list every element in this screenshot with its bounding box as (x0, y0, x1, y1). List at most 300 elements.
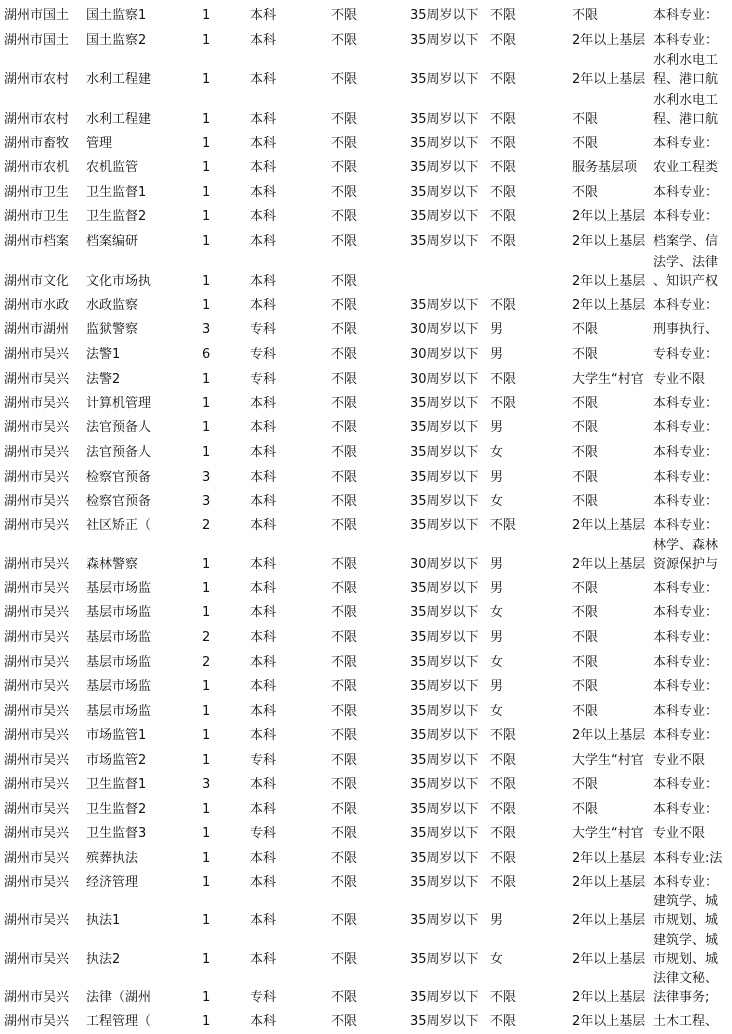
table-cell: 不限 (331, 33, 358, 48)
table-cell: 不限 (490, 8, 517, 23)
table-cell: 大学生“村官 (572, 753, 644, 768)
table-cell: 湖州市吴兴 (4, 728, 70, 743)
table-cell: 2年以上基层 (572, 875, 646, 890)
table-cell: 本科 (250, 470, 277, 485)
table-cell: 1 (202, 274, 211, 289)
table-cell: 基层市场监 (86, 581, 152, 596)
table-cell: 法警2 (86, 372, 121, 387)
table-cell: 35周岁以下 (410, 396, 479, 411)
table-cell: 不限 (331, 136, 358, 151)
table-cell: 不限 (331, 298, 358, 313)
table-cell: 检察官预备 (86, 470, 152, 485)
table-cell: 本科专业： (653, 445, 719, 460)
table-cell: 不限 (490, 990, 517, 1005)
table-cell: 2年以上基层 (572, 518, 646, 533)
table-cell: 湖州市吴兴 (4, 704, 70, 719)
table-cell: 湖州市吴兴 (4, 1014, 70, 1029)
table-cell: 1 (202, 851, 211, 866)
table-cell: 不限 (331, 728, 358, 743)
table-cell: 不限 (331, 851, 358, 866)
table-cell: 不限 (331, 396, 358, 411)
table-cell: 水利工程建 (86, 72, 152, 87)
table-cell: 不限 (331, 704, 358, 719)
table-cell: 不限 (331, 185, 358, 200)
table-cell: 大学生“村官 (572, 372, 644, 387)
table-cell: 1 (202, 728, 211, 743)
table-cell: 1 (202, 913, 211, 928)
table-cell: 1 (202, 704, 211, 719)
table-cell: 档案编研 (86, 234, 139, 249)
table-cell: 不限 (572, 802, 599, 817)
table-cell: 1 (202, 8, 211, 23)
table-cell: 1 (202, 802, 211, 817)
table-cell: 湖州市吴兴 (4, 630, 70, 645)
table-cell: 男 (490, 630, 504, 645)
table-cell: 水政监察 (86, 298, 139, 313)
table-cell: 市场监管2 (86, 753, 147, 768)
table-cell: 不限 (331, 420, 358, 435)
table-cell: 女 (490, 494, 504, 509)
table-cell: 35周岁以下 (410, 209, 479, 224)
table-cell: 35周岁以下 (410, 185, 479, 200)
table-cell: 执法2 (86, 952, 121, 967)
table-cell: 不限 (490, 185, 517, 200)
table-cell: 本科 (250, 112, 277, 127)
table-cell: 市场监管1 (86, 728, 147, 743)
table-cell: 1 (202, 420, 211, 435)
table-cell: 刑事执行、 (653, 322, 719, 337)
table-cell: 不限 (572, 655, 599, 670)
table-cell: 湖州市吴兴 (4, 420, 70, 435)
table-cell: 35周岁以下 (410, 234, 479, 249)
table-cell: 湖州市吴兴 (4, 913, 70, 928)
table-cell: 计算机管理 (86, 396, 152, 411)
table-cell: 湖州市国土 (4, 8, 70, 23)
table-cell-wrap-line: 林学、森林 (653, 538, 719, 553)
table-cell: 本科专业： (653, 728, 719, 743)
table-cell: 35周岁以下 (410, 679, 479, 694)
table-cell: 殡葬执法 (86, 851, 139, 866)
table-cell: 湖州市吴兴 (4, 470, 70, 485)
table-cell: 1 (202, 33, 211, 48)
table-cell: 35周岁以下 (410, 851, 479, 866)
table-cell: 35周岁以下 (410, 753, 479, 768)
table-cell: 本科专业： (653, 679, 719, 694)
table-cell: 不限 (331, 112, 358, 127)
table-cell: 1 (202, 990, 211, 1005)
table-cell: 基层市场监 (86, 630, 152, 645)
table-cell: 不限 (572, 494, 599, 509)
table-cell: 2年以上基层 (572, 298, 646, 313)
table-cell: 不限 (331, 372, 358, 387)
table-cell: 35周岁以下 (410, 1014, 479, 1029)
table-cell: 基层市场监 (86, 704, 152, 719)
table-cell: 35周岁以下 (410, 494, 479, 509)
table-cell: 35周岁以下 (410, 802, 479, 817)
table-cell: 本科 (250, 8, 277, 23)
table-cell: 湖州市国土 (4, 33, 70, 48)
table-cell: 卫生监督2 (86, 209, 147, 224)
table-cell: 工程管理（ (86, 1014, 152, 1029)
table-cell: 湖州市吴兴 (4, 990, 70, 1005)
table-cell: 35周岁以下 (410, 990, 479, 1005)
table-cell: 35周岁以下 (410, 160, 479, 175)
table-cell: 大学生“村官 (572, 826, 644, 841)
table-cell: 不限 (490, 298, 517, 313)
table-cell: 不限 (490, 518, 517, 533)
table-cell: 水利工程建 (86, 112, 152, 127)
table-cell: 法律（湖州 (86, 990, 152, 1005)
table-cell: 湖州市吴兴 (4, 372, 70, 387)
table-cell: 湖州市档案 (4, 234, 70, 249)
table-cell: 本科专业： (653, 802, 719, 817)
table-cell: 专科 (250, 753, 277, 768)
table-cell: 湖州市吴兴 (4, 581, 70, 596)
table-cell: 男 (490, 420, 504, 435)
table-cell: 本科专业： (653, 185, 719, 200)
table-cell: 农业工程类 (653, 160, 719, 175)
table-cell: 国土监察2 (86, 33, 147, 48)
table-cell: 30周岁以下 (410, 557, 479, 572)
table-cell: 本科专业： (653, 605, 719, 620)
table-cell: 不限 (572, 347, 599, 362)
table-cell: 本科专业： (653, 581, 719, 596)
table-cell: 本科 (250, 72, 277, 87)
table-cell: 不限 (331, 605, 358, 620)
table-cell: 卫生监督3 (86, 826, 147, 841)
table-cell-wrap-line: 建筑学、城 (653, 933, 719, 948)
table-cell: 不限 (490, 396, 517, 411)
table-cell: 基层市场监 (86, 655, 152, 670)
table-cell: 2年以上基层 (572, 209, 646, 224)
table-cell: 本科专业： (653, 494, 719, 509)
table-cell: 卫生监督1 (86, 777, 147, 792)
table-cell: 不限 (572, 112, 599, 127)
table-cell: 不限 (331, 557, 358, 572)
table-cell: 35周岁以下 (410, 112, 479, 127)
table-cell: 不限 (331, 581, 358, 596)
table-cell: 湖州市吴兴 (4, 952, 70, 967)
table-cell: 程、港口航 (653, 112, 719, 127)
table-cell: 2年以上基层 (572, 274, 646, 289)
table-cell: 2 (202, 630, 211, 645)
table-cell: 专业不限 (653, 826, 706, 841)
table-cell: 本科专业： (653, 8, 719, 23)
table-cell: 女 (490, 952, 504, 967)
table-cell: 不限 (331, 234, 358, 249)
table-cell: 1 (202, 1014, 211, 1029)
table-cell: 本科专业： (653, 33, 719, 48)
table-cell: 服务基层项 (572, 160, 638, 175)
table-cell: 1 (202, 136, 211, 151)
table-cell: 基层市场监 (86, 605, 152, 620)
table-cell-wrap-line: 建筑学、城 (653, 894, 719, 909)
table-cell: 男 (490, 581, 504, 596)
table-cell: 不限 (331, 655, 358, 670)
table-cell: 程、港口航 (653, 72, 719, 87)
table-cell: 不限 (331, 913, 358, 928)
table-cell: 不限 (490, 234, 517, 249)
table-cell: 不限 (572, 396, 599, 411)
table-cell: 1 (202, 185, 211, 200)
table-cell: 经济管理 (86, 875, 139, 890)
table-cell: 2年以上基层 (572, 913, 646, 928)
table-cell: 本科 (250, 679, 277, 694)
table-cell: 2年以上基层 (572, 72, 646, 87)
table-cell: 本科 (250, 875, 277, 890)
table-cell: 湖州市吴兴 (4, 826, 70, 841)
table-cell: 本科 (250, 851, 277, 866)
table-cell: 本科专业： (653, 396, 719, 411)
table-cell: 不限 (331, 518, 358, 533)
table-cell: 专科 (250, 372, 277, 387)
table-cell: 35周岁以下 (410, 518, 479, 533)
table-cell: 本科 (250, 518, 277, 533)
table-cell: 本科专业： (653, 298, 719, 313)
table-cell: 湖州市吴兴 (4, 347, 70, 362)
table-cell: 1 (202, 234, 211, 249)
table-cell: 3 (202, 777, 211, 792)
table-cell: 1 (202, 875, 211, 890)
table-cell-wrap-line: 水利水电工 (653, 93, 719, 108)
table-cell: 本科专业： (653, 470, 719, 485)
table-cell: 本科 (250, 274, 277, 289)
table-cell: 35周岁以下 (410, 630, 479, 645)
table-cell: 不限 (331, 160, 358, 175)
table-cell: 本科 (250, 630, 277, 645)
table-cell: 2年以上基层 (572, 851, 646, 866)
table-cell: 不限 (490, 777, 517, 792)
table-cell: 市规划、城 (653, 952, 719, 967)
table-cell: 不限 (331, 494, 358, 509)
table-cell: 6 (202, 347, 211, 362)
table-cell: 男 (490, 347, 504, 362)
table-cell: 监狱警察 (86, 322, 139, 337)
table-cell: 1 (202, 952, 211, 967)
table-cell: 不限 (572, 704, 599, 719)
table-cell: 不限 (490, 826, 517, 841)
table-cell: 不限 (490, 851, 517, 866)
table-cell: 本科 (250, 728, 277, 743)
table-cell: 湖州市卫生 (4, 185, 70, 200)
table-cell: 本科专业： (653, 777, 719, 792)
table-cell: 不限 (490, 72, 517, 87)
table-cell: 湖州市湖州 (4, 322, 70, 337)
table-cell: 3 (202, 322, 211, 337)
table-cell: 2 (202, 655, 211, 670)
table-cell: 35周岁以下 (410, 952, 479, 967)
table-cell: 本科 (250, 581, 277, 596)
table-cell: 专科 (250, 990, 277, 1005)
table-cell: 法官预备人 (86, 445, 152, 460)
table-cell: 35周岁以下 (410, 913, 479, 928)
table-cell: 不限 (490, 209, 517, 224)
table-cell: 湖州市吴兴 (4, 777, 70, 792)
table-cell: 女 (490, 655, 504, 670)
table-cell: 2年以上基层 (572, 952, 646, 967)
table-cell: 35周岁以下 (410, 136, 479, 151)
table-cell: 专业不限 (653, 753, 706, 768)
table-cell: 1 (202, 753, 211, 768)
table-cell: 35周岁以下 (410, 655, 479, 670)
table-cell: 本科 (250, 655, 277, 670)
table-cell: 本科 (250, 234, 277, 249)
table-cell: 农机监管 (86, 160, 139, 175)
table-cell: 2年以上基层 (572, 728, 646, 743)
table-cell: 本科专业： (653, 518, 719, 533)
table-cell: 2 (202, 518, 211, 533)
table-cell: 本科 (250, 160, 277, 175)
table-cell: 不限 (331, 8, 358, 23)
table-cell: 1 (202, 372, 211, 387)
table-cell: 3 (202, 494, 211, 509)
table-cell: 1 (202, 557, 211, 572)
table-cell: 本科 (250, 913, 277, 928)
table-cell: 不限 (331, 347, 358, 362)
table-cell: 本科 (250, 802, 277, 817)
table-cell: 湖州市吴兴 (4, 445, 70, 460)
table-cell: 男 (490, 679, 504, 694)
table-cell: 2年以上基层 (572, 33, 646, 48)
table-cell: 本科 (250, 185, 277, 200)
table-cell: 不限 (331, 445, 358, 460)
table-cell: 2年以上基层 (572, 990, 646, 1005)
table-cell: 不限 (490, 802, 517, 817)
table-cell: 社区矫正（ (86, 518, 152, 533)
table-cell: 女 (490, 605, 504, 620)
table-cell: 法官预备人 (86, 420, 152, 435)
table-cell: 1 (202, 445, 211, 460)
table-cell: 1 (202, 112, 211, 127)
table-cell: 本科专业： (653, 630, 719, 645)
table-cell: 不限 (490, 112, 517, 127)
table-cell: 本科 (250, 1014, 277, 1029)
table-cell: 本科 (250, 209, 277, 224)
table-cell: 不限 (331, 826, 358, 841)
table-cell: 1 (202, 679, 211, 694)
table-cell: 湖州市吴兴 (4, 753, 70, 768)
table-cell: 30周岁以下 (410, 347, 479, 362)
table-cell-wrap-line: 法学、法律 (653, 255, 719, 270)
table-cell: 湖州市吴兴 (4, 875, 70, 890)
table-cell: 、知识产权 (653, 274, 719, 289)
table-cell: 不限 (490, 1014, 517, 1029)
table-cell: 35周岁以下 (410, 777, 479, 792)
table-cell: 不限 (572, 420, 599, 435)
table-cell: 35周岁以下 (410, 470, 479, 485)
table-cell: 湖州市农机 (4, 160, 70, 175)
table-cell: 法警1 (86, 347, 121, 362)
table-cell: 1 (202, 298, 211, 313)
table-cell: 湖州市吴兴 (4, 494, 70, 509)
table-cell: 本科 (250, 136, 277, 151)
table-cell: 30周岁以下 (410, 322, 479, 337)
table-cell: 女 (490, 704, 504, 719)
table-cell: 男 (490, 470, 504, 485)
table-cell: 湖州市吴兴 (4, 557, 70, 572)
table-cell: 35周岁以下 (410, 420, 479, 435)
table-cell: 本科 (250, 298, 277, 313)
table-cell: 专科 (250, 347, 277, 362)
table-cell: 不限 (572, 777, 599, 792)
table-cell: 2年以上基层 (572, 557, 646, 572)
table-cell: 本科专业： (653, 655, 719, 670)
table-cell: 档案学、信 (653, 234, 719, 249)
table-cell: 本科 (250, 420, 277, 435)
table-cell: 湖州市文化 (4, 274, 70, 289)
table-cell: 男 (490, 322, 504, 337)
table-cell: 检察官预备 (86, 494, 152, 509)
table-cell: 不限 (490, 372, 517, 387)
table-cell: 35周岁以下 (410, 826, 479, 841)
table-cell: 35周岁以下 (410, 581, 479, 596)
table-cell: 本科 (250, 33, 277, 48)
table-cell: 本科专业:法 (653, 851, 723, 866)
table-cell: 不限 (331, 952, 358, 967)
table-cell: 土木工程、 (653, 1014, 719, 1029)
table-cell: 35周岁以下 (410, 8, 479, 23)
table-cell: 不限 (572, 630, 599, 645)
table-cell: 资源保护与 (653, 557, 719, 572)
table-cell: 不限 (331, 679, 358, 694)
table-cell: 国土监察1 (86, 8, 147, 23)
table-cell: 湖州市卫生 (4, 209, 70, 224)
table-cell: 不限 (572, 581, 599, 596)
table-cell: 不限 (490, 33, 517, 48)
table-cell: 湖州市水政 (4, 298, 70, 313)
table-cell: 35周岁以下 (410, 445, 479, 460)
table-cell: 专业不限 (653, 372, 706, 387)
table-cell: 本科 (250, 704, 277, 719)
table-cell: 本科 (250, 445, 277, 460)
table-cell: 本科专业： (653, 209, 719, 224)
table-cell: 执法1 (86, 913, 121, 928)
table-cell: 35周岁以下 (410, 33, 479, 48)
table-cell: 不限 (331, 875, 358, 890)
table-cell: 法律事务; (653, 990, 710, 1005)
table-cell: 本科 (250, 605, 277, 620)
table-cell-wrap-line: 水利水电工 (653, 53, 719, 68)
table-cell: 专科 (250, 322, 277, 337)
table-cell: 不限 (331, 274, 358, 289)
table-cell: 不限 (490, 875, 517, 890)
table-cell: 不限 (572, 605, 599, 620)
table-cell: 男 (490, 913, 504, 928)
table-cell: 1 (202, 72, 211, 87)
table-cell: 不限 (490, 753, 517, 768)
table-cell: 不限 (331, 209, 358, 224)
table-cell: 湖州市吴兴 (4, 802, 70, 817)
table-cell: 30周岁以下 (410, 372, 479, 387)
table-cell: 湖州市农村 (4, 112, 70, 127)
table-cell: 本科专业： (653, 875, 719, 890)
table-cell: 卫生监督2 (86, 802, 147, 817)
table-cell: 不限 (490, 160, 517, 175)
table-cell: 女 (490, 445, 504, 460)
table-cell: 本科专业： (653, 136, 719, 151)
table-cell: 不限 (331, 753, 358, 768)
table-cell: 卫生监督1 (86, 185, 147, 200)
table-cell: 管理 (86, 136, 113, 151)
table-cell: 基层市场监 (86, 679, 152, 694)
table-cell: 本科 (250, 396, 277, 411)
table-cell: 市规划、城 (653, 913, 719, 928)
table-cell: 专科 (250, 826, 277, 841)
table-cell: 不限 (572, 185, 599, 200)
table-cell: 本科专业： (653, 420, 719, 435)
table-cell: 湖州市吴兴 (4, 679, 70, 694)
table-cell: 35周岁以下 (410, 298, 479, 313)
